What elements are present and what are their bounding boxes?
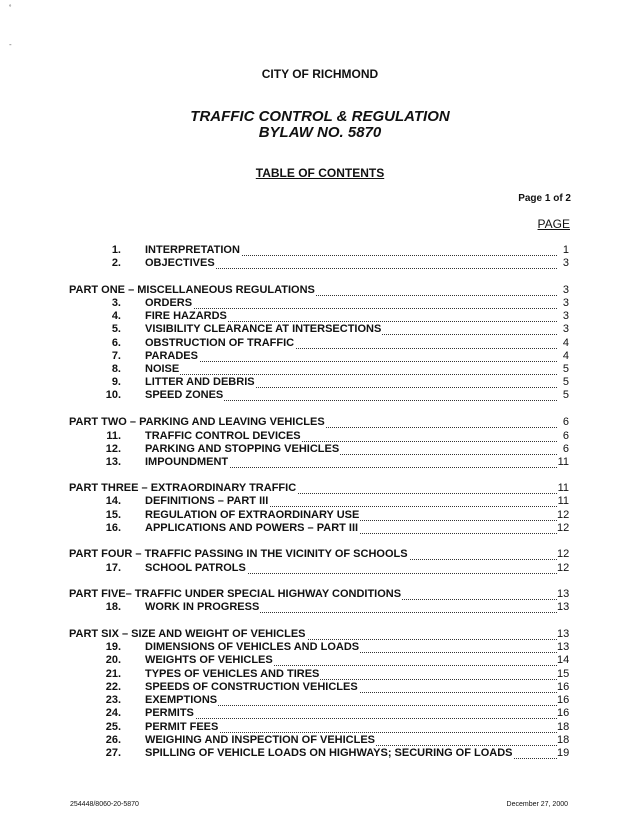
toc-item-row [69,734,569,747]
toc-part-title: PART THREE – EXTRAORDINARY TRAFFIC [69,482,297,494]
toc-item-row [69,747,569,760]
toc-item-number: 27. [105,747,121,759]
toc-part-title: PART FIVE– TRAFFIC UNDER SPECIAL HIGHWAY CONDITIONS [69,588,402,600]
page-column-heading: PAGE [537,217,570,231]
toc-page-number: 5 [562,363,569,375]
toc-item-row [69,641,569,654]
document-reference: 254448/8060-20-5870 [70,801,139,808]
toc-item-number: 20. [105,654,121,666]
toc-item-row [69,323,569,336]
toc-part-row [69,482,569,495]
toc-page-number: 16 [557,681,570,693]
toc-item-number: 17. [105,562,121,574]
toc-item-title: ORDERS [145,297,193,309]
toc-part-title: PART ONE – MISCELLANEOUS REGULATIONS [69,284,315,296]
toc-part-row [69,284,569,297]
toc-part-row [69,416,569,429]
toc-item-number: 1. [111,244,121,256]
toc-page-number: 12 [557,522,570,534]
toc-page-number: 6 [562,430,569,442]
toc-item-title: WEIGHING AND INSPECTION OF VEHICLES [145,734,375,746]
toc-page-number: 14 [557,654,570,666]
toc-item-number: 12. [105,443,121,455]
toc-item-row [69,721,569,734]
scan-mark: - [9,40,12,49]
toc-item-row [69,244,569,257]
document-date: December 27, 2000 [506,801,568,808]
toc-item-row [69,350,569,363]
toc-item-title: PARKING AND STOPPING VEHICLES [145,443,340,455]
toc-item-number: 7. [111,350,121,362]
toc-item-title: PARADES [145,350,198,362]
toc-item-number: 21. [105,668,121,680]
toc-item-number: 5. [111,323,121,335]
toc-part-title: PART FOUR – TRAFFIC PASSING IN THE VICINITY OF SCHOOLS [69,548,408,560]
toc-page-number: 13 [557,601,570,613]
toc-item-number: 9. [111,376,121,388]
leader-dots [145,718,557,719]
toc-item-row [69,694,569,707]
toc-page-number: 12 [557,562,570,574]
toc-part-row [69,628,569,641]
leader-dots [145,361,557,362]
toc-item-row [69,257,569,270]
toc-page-number: 4 [562,337,569,349]
toc-page-number: 18 [557,721,570,733]
city-name: CITY OF RICHMOND [261,67,379,81]
toc-item-number: 18. [105,601,121,613]
document-title: TRAFFIC CONTROL & REGULATION [190,108,450,125]
bylaw-number: BYLAW NO. 5870 [258,124,382,141]
toc-page-number: 16 [557,707,570,719]
toc-item-title: PERMIT FEES [145,721,219,733]
toc-item-row [69,495,569,508]
toc-item-title: SPEEDS OF CONSTRUCTION VEHICLES [145,681,358,693]
toc-item-title: NOISE [145,363,180,375]
toc-page-number: 13 [557,641,570,653]
toc-item-number: 23. [105,694,121,706]
toc-page-number: 1 [562,244,569,256]
toc-page-number: 6 [562,416,569,428]
toc-item-number: 2. [111,257,121,269]
toc-item-row [69,297,569,310]
toc-item-number: 22. [105,681,121,693]
toc-item-number: 16. [105,522,121,534]
toc-item-title: EXEMPTIONS [145,694,218,706]
toc-page-number: 11 [557,495,569,507]
toc-item-title: PERMITS [145,707,194,719]
toc-item-number: 3. [111,297,121,309]
toc-item-row [69,389,569,402]
toc-item-title: SPILLING OF VEHICLE LOADS ON HIGHWAYS; SECURING OF LOADS [145,747,513,759]
toc-item-number: 13. [105,456,121,468]
toc-item-row [69,310,569,323]
toc-item-row [69,707,569,720]
toc-item-number: 4. [111,310,121,322]
toc-page-number: 13 [557,628,570,640]
toc-item-title: WEIGHTS OF VEHICLES [145,654,273,666]
toc-page-number: 18 [557,734,570,746]
toc-item-title: VISIBILITY CLEARANCE AT INTERSECTIONS [145,323,382,335]
toc-item-title: REGULATION OF EXTRAORDINARY USE [145,509,360,521]
toc-page-number: 5 [562,389,569,401]
toc-page-number: 3 [562,297,569,309]
toc-item-row [69,456,569,469]
toc-item-title: FIRE HAZARDS [145,310,227,322]
toc-item-row [69,668,569,681]
toc-page-number: 6 [562,443,569,455]
toc-item-row [69,430,569,443]
toc-item-title: WORK IN PROGRESS [145,601,260,613]
toc-item-row [69,601,569,614]
toc-item-number: 14. [105,495,121,507]
toc-item-number: 25. [105,721,121,733]
toc-item-row [69,376,569,389]
toc-item-row [69,654,569,667]
toc-page-number: 5 [562,376,569,388]
toc-page-number: 13 [557,588,570,600]
toc-item-title: OBJECTIVES [145,257,215,269]
toc-item-row [69,363,569,376]
leader-dots [145,374,557,375]
toc-item-title: TRAFFIC CONTROL DEVICES [145,430,301,442]
toc-item-title: DEFINITIONS – PART III [145,495,269,507]
toc-page-number: 15 [557,668,570,680]
toc-page-number: 3 [562,310,569,322]
toc-page-number: 11 [557,482,569,494]
toc-item-title: LITTER AND DEBRIS [145,376,255,388]
toc-item-number: 10. [105,389,121,401]
toc-item-row [69,443,569,456]
toc-page-number: 3 [562,257,569,269]
page-indicator: Page 1 of 2 [518,193,571,204]
toc-heading: TABLE OF CONTENTS [255,166,385,180]
toc-item-row [69,522,569,535]
toc-item-number: 26. [105,734,121,746]
toc-item-row [69,509,569,522]
toc-page-number: 11 [557,456,569,468]
toc-item-number: 6. [111,337,121,349]
toc-item-number: 24. [105,707,121,719]
toc-item-number: 15. [105,509,121,521]
scan-mark: ˚ [9,4,12,13]
toc-item-number: 19. [105,641,121,653]
toc-page-number: 3 [562,284,569,296]
toc-part-title: PART SIX – SIZE AND WEIGHT OF VEHICLES [69,628,306,640]
toc-item-title: IMPOUNDMENT [145,456,229,468]
toc-item-number: 8. [111,363,121,375]
toc-item-title: SPEED ZONES [145,389,224,401]
toc-item-title: APPLICATIONS AND POWERS – PART III [145,522,359,534]
toc-item-row [69,562,569,575]
toc-part-row [69,548,569,561]
toc-page-number: 4 [562,350,569,362]
toc-page-number: 12 [557,548,570,560]
toc-item-title: TYPES OF VEHICLES AND TIRES [145,668,320,680]
toc-part-title: PART TWO – PARKING AND LEAVING VEHICLES [69,416,325,428]
toc-item-row [69,681,569,694]
toc-part-row [69,588,569,601]
toc-page-number: 16 [557,694,570,706]
toc-item-number: 11. [106,430,121,442]
toc-item-title: INTERPRETATION [145,244,240,256]
toc-item-title: OBSTRUCTION OF TRAFFIC [145,337,295,349]
toc-item-title: SCHOOL PATROLS [145,562,246,574]
toc-page-number: 12 [557,509,570,521]
toc-page-number: 3 [562,323,569,335]
toc-page-number: 19 [557,747,570,759]
toc-item-row [69,337,569,350]
leader-dots [145,308,557,309]
toc-item-title: DIMENSIONS OF VEHICLES AND LOADS [145,641,360,653]
